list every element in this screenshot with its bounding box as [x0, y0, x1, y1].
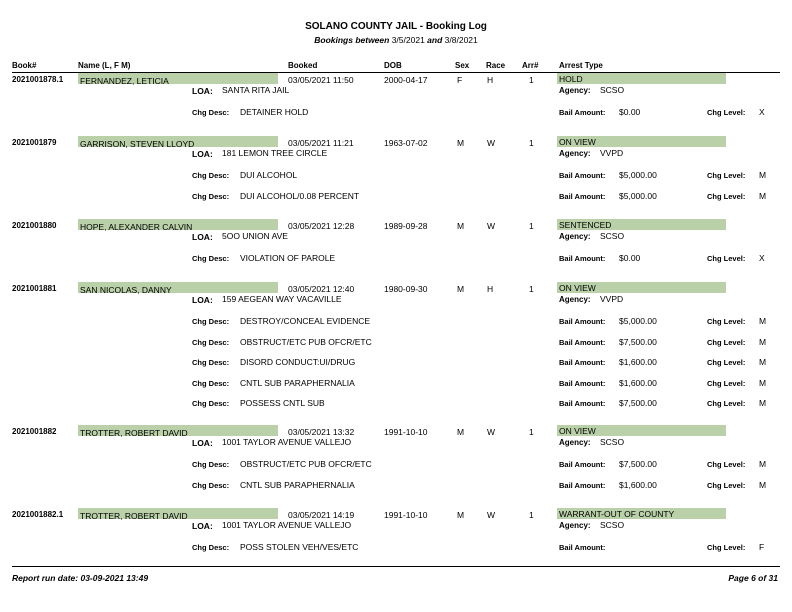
race-value: W [487, 221, 496, 231]
charge-level: M [759, 170, 767, 180]
bail-amount-label: Bail Amount: [559, 317, 606, 326]
sex-value: M [457, 427, 465, 437]
charge-level-label: Chg Level: [707, 317, 746, 326]
sex-value: M [457, 284, 465, 294]
bail-amount-label: Bail Amount: [559, 460, 606, 469]
date-of-birth: 1963-07-02 [384, 138, 428, 148]
bail-amount: $1,600.00 [619, 479, 657, 490]
loa-label: LOA: [192, 232, 213, 242]
charge-desc: DESTROY/CONCEAL EVIDENCE [240, 316, 371, 326]
date-of-birth: 1980-09-30 [384, 284, 428, 294]
col-header-book: Book# [12, 61, 37, 70]
charge-level-label: Chg Level: [707, 171, 746, 180]
date-of-birth: 2000-04-17 [384, 75, 428, 85]
bail-amount: $1,600.00 [619, 377, 657, 388]
charge-desc-label: Chg Desc: [192, 378, 230, 388]
loa-label: LOA: [192, 149, 213, 159]
race-value: W [487, 138, 496, 148]
booked-datetime: 03/05/2021 13:32 [288, 427, 355, 437]
agency-value: VVPD [600, 294, 624, 304]
date-of-birth: 1989-09-28 [384, 221, 428, 231]
booked-datetime: 03/05/2021 11:50 [288, 75, 354, 85]
loa-value: 1001 TAYLOR AVENUE VALLEJO [222, 520, 352, 530]
bail-amount: $0.00 [619, 253, 641, 263]
inmate-name: SAN NICOLAS, DANNY [80, 285, 172, 295]
bail-amount: $5,000.00 [619, 170, 657, 180]
loa-value: 1001 TAYLOR AVENUE VALLEJO [222, 437, 352, 447]
charge-desc-label: Chg Desc: [192, 317, 230, 326]
arrest-number: 1 [529, 510, 534, 520]
arrest-type: WARRANT-OUT OF COUNTY [559, 509, 675, 519]
agency-value: SCSO [600, 231, 625, 241]
date-of-birth: 1991-10-10 [384, 427, 428, 437]
book-number: 2021001879 [12, 138, 57, 147]
booked-datetime: 03/05/2021 14:19 [288, 510, 355, 520]
charge-desc: OBSTRUCT/ETC PUB OFCR/ETC [240, 336, 372, 347]
charge-desc: DUI ALCOHOL/0.08 PERCENT [240, 190, 360, 201]
loa-value: 181 LEMON TREE CIRCLE [222, 148, 328, 158]
agency-value: SCSO [600, 520, 625, 530]
sex-value: F [457, 75, 463, 85]
arrest-type: SENTENCED [559, 220, 612, 230]
race-value: H [487, 75, 494, 85]
charge-level: M [759, 479, 767, 490]
bail-amount-label: Bail Amount: [559, 378, 606, 388]
bail-amount: $7,500.00 [619, 398, 657, 408]
col-header-dob: DOB [384, 61, 402, 70]
charge-level: M [759, 398, 767, 408]
agency-value: SCSO [600, 437, 625, 447]
book-number: 2021001880 [12, 221, 57, 230]
booked-datetime: 03/05/2021 11:21 [288, 138, 354, 148]
loa-label: LOA: [192, 438, 213, 448]
bail-amount-label: Bail Amount: [559, 543, 606, 552]
agency-value: SCSO [600, 85, 625, 95]
bail-amount-label: Bail Amount: [559, 480, 606, 490]
arrest-type: ON VIEW [559, 426, 596, 436]
sex-value: M [457, 221, 465, 231]
agency-label: Agency: [559, 149, 591, 158]
inmate-name: GARRISON, STEVEN LLOYD [80, 139, 195, 149]
bail-amount: $5,000.00 [619, 190, 657, 201]
loa-value: 159 AEGEAN WAY VACAVILLE [222, 294, 342, 304]
arrest-type: ON VIEW [559, 283, 596, 293]
report-run-date: Report run date: 03-09-2021 13:49 [12, 573, 149, 583]
col-header-arrest-type: Arrest Type [559, 61, 603, 70]
sex-value: M [457, 138, 465, 148]
booked-datetime: 03/05/2021 12:28 [288, 221, 355, 231]
bail-amount-label: Bail Amount: [559, 399, 606, 408]
charge-desc-label: Chg Desc: [192, 337, 230, 347]
bail-amount-label: Bail Amount: [559, 108, 606, 117]
charge-level: X [759, 253, 765, 263]
booking-entry [0, 136, 792, 216]
charge-desc: CNTL SUB PARAPHERNALIA [240, 377, 355, 388]
charge-desc: OBSTRUCT/ETC PUB OFCR/ETC [240, 459, 372, 469]
book-number: 2021001882.1 [12, 510, 64, 519]
charge-level: F [759, 542, 765, 552]
page-number: Page 6 of 31 [728, 573, 778, 583]
charge-desc: DETAINER HOLD [240, 107, 309, 117]
arrest-type: ON VIEW [559, 137, 596, 147]
charge-desc: VIOLATION OF PAROLE [240, 253, 336, 263]
agency-label: Agency: [559, 438, 591, 447]
charge-level: X [759, 107, 765, 117]
charge-desc-label: Chg Desc: [192, 543, 230, 552]
agency-label: Agency: [559, 521, 591, 530]
charge-desc-label: Chg Desc: [192, 171, 230, 180]
charge-level: M [759, 316, 767, 326]
loa-label: LOA: [192, 521, 213, 531]
footer-divider [12, 566, 780, 567]
inmate-name: HOPE, ALEXANDER CALVIN [80, 222, 193, 232]
bail-amount: $0.00 [619, 107, 641, 117]
charge-level-label: Chg Level: [707, 337, 746, 347]
charge-desc-label: Chg Desc: [192, 108, 230, 117]
inmate-name: TROTTER, ROBERT DAVID [80, 511, 188, 521]
loa-label: LOA: [192, 86, 213, 96]
charge-desc: POSS STOLEN VEH/VES/ETC [240, 542, 359, 552]
race-value: W [487, 427, 496, 437]
col-header-booked: Booked [288, 61, 318, 70]
col-header-race: Race [486, 61, 506, 70]
arrest-number: 1 [529, 75, 534, 85]
charge-level-label: Chg Level: [707, 358, 746, 367]
bail-amount-label: Bail Amount: [559, 358, 606, 367]
charge-level-label: Chg Level: [707, 108, 746, 117]
bail-amount: $7,500.00 [619, 336, 657, 347]
inmate-name: FERNANDEZ, LETICIA [80, 76, 169, 86]
charge-level-label: Chg Level: [707, 480, 746, 490]
race-value: H [487, 284, 494, 294]
booking-entry [0, 425, 792, 505]
inmate-name: TROTTER, ROBERT DAVID [80, 428, 188, 438]
charge-level: M [759, 336, 767, 347]
charge-desc-label: Chg Desc: [192, 399, 230, 408]
agency-label: Agency: [559, 295, 591, 304]
bail-amount: $5,000.00 [619, 316, 657, 326]
booking-entry [0, 282, 792, 408]
charge-level: M [759, 357, 767, 367]
bail-amount: $7,500.00 [619, 459, 657, 469]
agency-value: VVPD [600, 148, 624, 158]
charge-level: M [759, 377, 767, 388]
charge-level: M [759, 190, 767, 201]
charge-desc: CNTL SUB PARAPHERNALIA [240, 479, 355, 490]
arrest-number: 1 [529, 427, 534, 437]
col-header-arr: Arr# [522, 61, 539, 70]
loa-label: LOA: [192, 295, 213, 305]
arrest-type: HOLD [559, 74, 583, 84]
charge-level-label: Chg Level: [707, 191, 746, 201]
race-value: W [487, 510, 496, 520]
report-title: SOLANO COUNTY JAIL - Booking Log [305, 21, 487, 32]
bail-amount-label: Bail Amount: [559, 254, 606, 263]
charge-level-label: Chg Level: [707, 399, 746, 408]
sex-value: M [457, 510, 465, 520]
bail-amount: $1,600.00 [619, 357, 657, 367]
agency-label: Agency: [559, 86, 591, 95]
booked-datetime: 03/05/2021 12:40 [288, 284, 355, 294]
charge-desc-label: Chg Desc: [192, 480, 230, 490]
subtitle-prefix: Bookings between [314, 35, 390, 45]
arrest-number: 1 [529, 284, 534, 294]
charge-level-label: Chg Level: [707, 460, 746, 469]
charge-desc: POSSESS CNTL SUB [240, 398, 325, 408]
report-subtitle [0, 35, 792, 45]
charge-desc-label: Chg Desc: [192, 358, 230, 367]
end-date: 3/8/2021 [444, 35, 478, 45]
charge-level-label: Chg Level: [707, 543, 746, 552]
charge-level-label: Chg Level: [707, 378, 746, 388]
start-date: 3/5/2021 [391, 35, 425, 45]
charge-level-label: Chg Level: [707, 254, 746, 263]
bail-amount-label: Bail Amount: [559, 191, 606, 201]
agency-label: Agency: [559, 232, 591, 241]
date-of-birth: 1991-10-10 [384, 510, 428, 520]
charge-level: M [759, 459, 767, 469]
charge-desc: DISORD CONDUCT:UI/DRUG [240, 357, 356, 367]
arrest-number: 1 [529, 221, 534, 231]
charge-desc-label: Chg Desc: [192, 191, 230, 201]
charge-desc-label: Chg Desc: [192, 460, 230, 469]
and-word: and [427, 35, 443, 45]
col-header-sex: Sex [455, 61, 470, 70]
book-number: 2021001882 [12, 427, 57, 436]
loa-value: 5OO UNION AVE [222, 231, 288, 241]
bail-amount-label: Bail Amount: [559, 337, 606, 347]
charge-desc-label: Chg Desc: [192, 254, 230, 263]
arrest-number: 1 [529, 138, 534, 148]
book-number: 2021001878.1 [12, 75, 64, 84]
col-header-name: Name (L, F M) [78, 61, 131, 70]
charge-desc: DUI ALCOHOL [240, 170, 298, 180]
loa-value: SANTA RITA JAIL [222, 85, 290, 95]
book-number: 2021001881 [12, 284, 57, 293]
bail-amount-label: Bail Amount: [559, 171, 606, 180]
